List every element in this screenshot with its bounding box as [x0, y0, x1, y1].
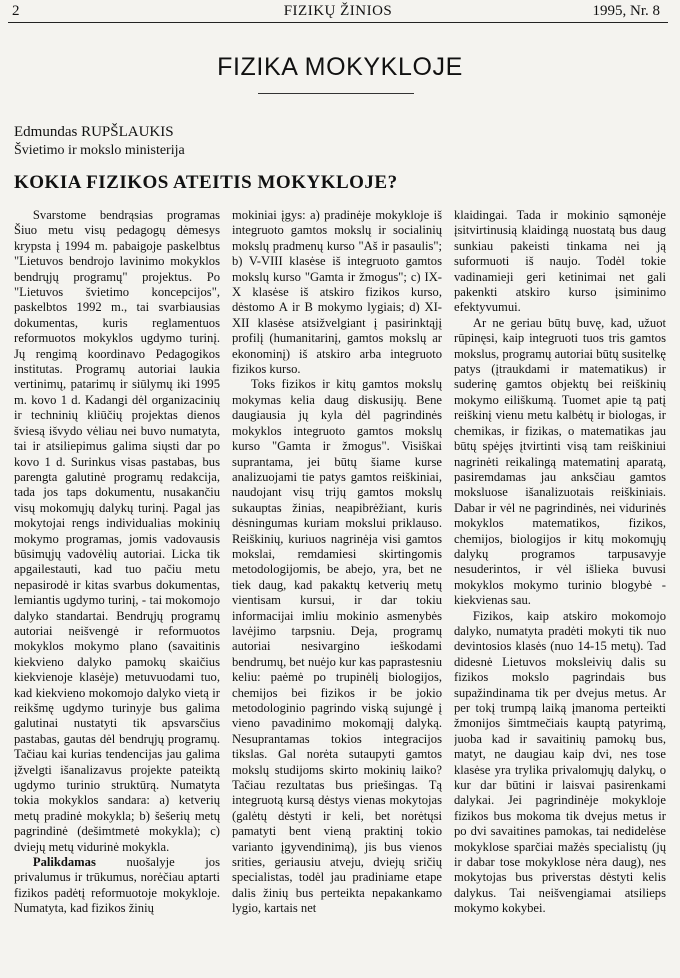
text-column-3	[454, 208, 666, 973]
running-head	[10, 2, 666, 20]
issue-number: 1995, Nr. 8	[592, 3, 660, 19]
section-title: FIZIKA MOKYKLOJE	[217, 53, 463, 81]
section-title-rule	[258, 93, 414, 94]
paragraph: klaidingai. Tada ir mokinio sąmonėje įsitvirtinusią klaidingą nuostatą bus daug sunkiau pakeisti tinkama nei ją suformuoti iš naujo. Todėl tokie vadinamieji geri ketinimai net gali pakenkti atskiro kurso įsiminimo efektyvumui.	[454, 208, 666, 315]
paragraph: Svarstome bendrąsias programas Šiuo metu visų pedagogų dėmesys krypsta į 1994 m. pabaigoje paskelbtus "Lietuvos bendrojo lavinimo mokyklos bendrųjų programų" projektus. Po "Lietuvos švietimo koncepcijos", paskelbtos 1992 m., tai svarbiausias dokumentas, kuris reglamentuos reformuotos mokyklos ugdymo turinį. Jų rengimą koordinavo Pedagogikos institutas. Programų autoriai laukia vertinimų, patarimų ir siūlymų iki 1995 m. kovo 1 d. Kadangi dėl organizacinių ir techninių kliūčių projektas dienos šviesą išvydo vėliau nei buvo numatyta, tai ir atsiliepimus galima siųsti dar po kovo 1 d. Surinkus visas pastabas, bus parengta galutinė programų redakcija, tada jos taps dokumentu, nusakančiu visų mokomųjų dalykų turinį. Pagal jas mokytojai rengs individualias mokinių mokymo programas, jomis vadovausis būsimųjų vadovėlių autoriai. Licka tik apgailestauti, kad tuo pačiu metu nepasirodė ir kitas svarbus dokumentas, lemiantis ugdymo turinį, - tai mokomojo dalyko standartai. Bendrųjų programų autoriai neišvengė ir reformuotos mokyklos mokymo plano (savaitinis kiekvieno dalyko pamokų skaičius kiekvienoje klasėje) metuvuodami tuo, kad kiekvieno mokomojo dalyko vietą ir reikšmę ugdymo turinyje bus galima galutinai nustatyti tik apsvarsčius pastabas, gautas dėl bendrųjų programų. Tačiau kai kurias tendencijas jau galima įžvelgti išanalizavus projekte pateiktą ugdymo turinio struktūrą. Numatyta tokia mokyklos sandara: a) ketverių metų pradinė mokykla; b) šešerių metų pagrindinė (dešimtmetė mokykla); c) dviejų metų vidurinė mokykla.	[14, 208, 220, 854]
article-title: KOKIA FIZIKOS ATEITIS MOKYKLOJE?	[14, 172, 398, 193]
paragraph-lead: Palikdamas	[32, 855, 96, 870]
paragraph: Ar ne geriau būtų buvę, kad, užuot rūpinęsi, kaip integruoti tuos tris gamtos mokslus, programų autoriai būtų susitelkę patys (įtraukdami ir matematikus) ir suderinę gamtos objektų bei reiškinių mokymo eiliškumą. Tuomet apie tą patį reiškinį vienu metu kalbėtų ir biologas, ir chemikas, ir fizikas, o matematikas jau būtų spėjęs įtvirtinti visą tam reiškiniui nagrinėti reikalingą matematinį aparatą, pasiremdamas jau anksčiau gamtos moksluose išanalizuotais reiškiniais. Dabar ir vėl ne pagrindinės, nei vidurinės mokyklos matematikos, fizikos, chemijos, biologijos ir kitų mokomųjų dalykų programos tarpusavyje nesuderintos, ir vėl išlieka buvusi mokyklos mokymo turinio blogybė - kiekvienas sau.	[454, 315, 666, 608]
text-column-2	[232, 208, 442, 973]
paragraph-text: nuošalyje jos privalumus ir trūkumus, norėčiau aptarti fizikos padėtį reformuotoje mokykloje. Numatyta, kad fizikos žinių	[14, 855, 220, 916]
paragraph	[14, 855, 220, 917]
journal-name: FIZIKŲ ŽINIOS	[283, 3, 393, 19]
text-column-1	[14, 208, 220, 973]
author-affiliation: Švietimo ir mokslo ministerija	[14, 143, 185, 158]
page-number: 2	[12, 3, 20, 19]
header-rule	[8, 22, 668, 23]
paragraph: Fizikos, kaip atskiro mokomojo dalyko, numatyta pradėti mokyti tik nuo devintosios klasės (nuo 14-15 metų). Tad didesnė Lietuvos moksleivių dalis su fizikos mokslo pagrindais bus supažindinama tik per dvejus metus. Ar per tokį trumpą laiką įmanoma perteikti žmonijos šimtmečiais kauptą patyrimą, juoba kad ir savaitinių pamokų bus, matyt, ne daugiau kaip dvi, nes tose klasėse yra trylika privalomųjų dalykų, o kur dar būtini ir laisvai pasirenkami dalykai. Jei pagrindinėje mokykloje fizikos bus mokoma tik dvejus metus ir po dvi savaitines pamokas, tai nedidelėse mokyklose sparčiai mažės specialistų (jų ir dabar tose mokyklose nėra daug), nes mokytojas bus priverstas dėstyti kelis dalykus. Tai neišvengiamai atsilieps mokymo kokybei.	[454, 608, 666, 916]
paragraph: Toks fizikos ir kitų gamtos mokslų mokymas kelia daug diskusijų. Bene daugiausia jų kyla dėl pagrindinės mokyklos integruoto gamtos mokslų kurso "Gamta ir žmogus". Visiškai suprantama, jei būtų šiame kurse analizuojami tie patys gamtos reiškiniai, naudojant visų trijų gamtos mokslų sukauptas žinias, neapibrėžiant, kuris dėsningumas kuriam mokslui priklauso. Reiškinių, kuriuos nagrinėja visi gamtos mokslai, remdamiesi skirtingomis metodologijomis, be abejo, yra, bet ne tiek daug, kad pakaktų ketverių metų vientisam kursui, ir dar tokiu informacijai imliu mokinio asmenybės lavėjimo tarpsniu. Deja, programų autoriai nesivargino ieškodami bendrumų, bet nuėjo kur kas paprastesniu keliu: paėmė po trupinėlį biologijos, chemijos bei fizikos ir be jokio metodologinio pagrindo viską sujungė į vieno pavadinimo mokomąjį dalyką. Nesuprantamas tokios integracijos tikslas. Gal norėta sutaupyti gamtos mokslų studijoms skirto mokinių laiko? Tačiau rezultatas bus priešingas. Tą integruotą kursą dėstys vienas mokytojas (galėtų dėstyti ir keli, bet norėtųsi pamatyti bent vieną praktinį tokio varianto įgyvendinimą), jis bus vienos srities, geriausiu atveju, dviejų sričių specialistas, todėl jau pradiniame etape dalis žinių bus perteikta nepakankamo lygio, kartais net	[232, 377, 442, 916]
paragraph: mokiniai įgys: a) pradinėje mokykloje iš integruoto gamtos mokslų ir socialinių mokslų pradmenų kurso "Aš ir pasaulis"; b) V-VIII klasėse iš integruoto gamtos mokslų kurso "Gamta ir žmogus"; c) IX-X klasėse iš atskiro fizikos kurso, dėstomo A ir B mokymo lygiais; d) XI-XII klasėse atsižvelgiant į pasirinktąjį profilį (humanitarinį, gamtos mokslų ar ekonominį) iš atskiro arba integruoto fizikos kurso.	[232, 208, 442, 377]
author-name: Edmundas RUPŠLAUKIS	[14, 124, 174, 140]
